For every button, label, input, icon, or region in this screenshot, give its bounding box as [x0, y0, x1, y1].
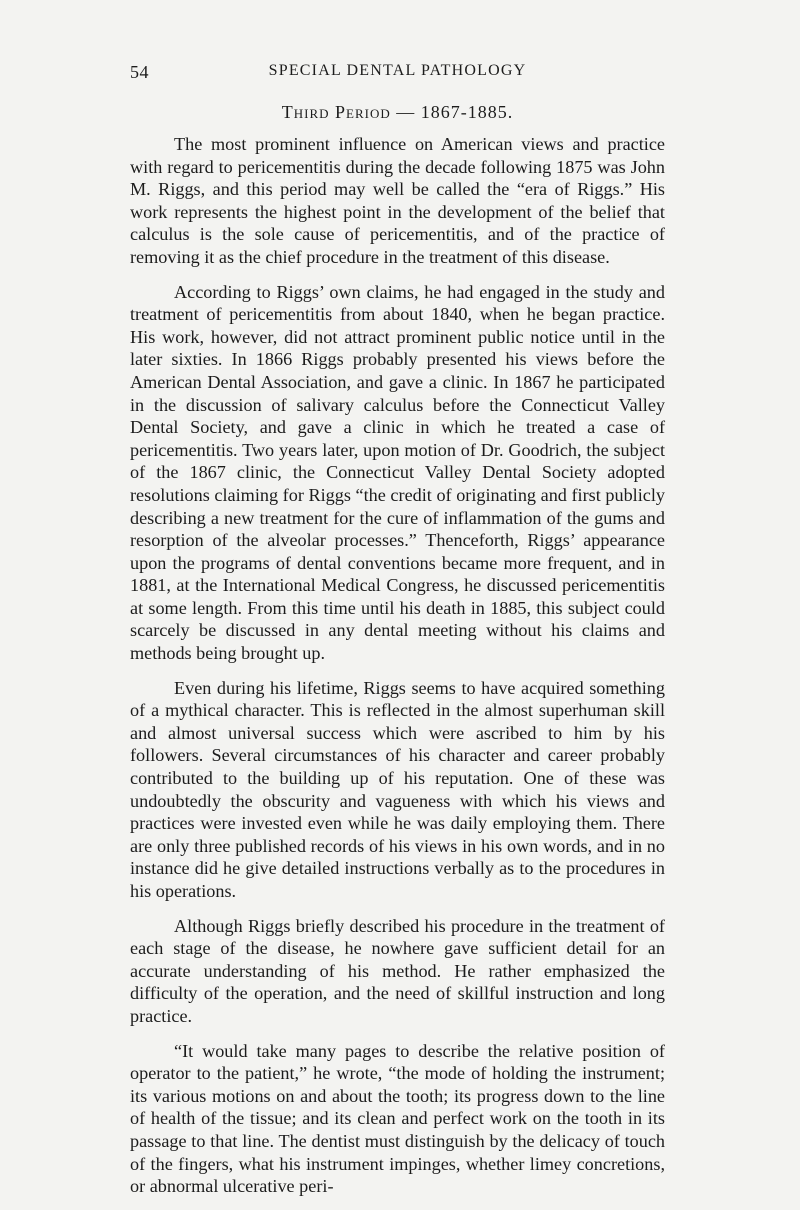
paragraph: “It would take many pages to describe the relative position of operator to the patient,” he wrote, “the mode of holding the instrument; its various motions on and about the tooth; its progress down to the line of health of the tissue; and its clean and perfect work on the tooth in its passage to that line. The dentist must distinguish by the delicacy of touch of the fingers, what his instrument impinges, whether limey concretions, or abnormal ulcerative peri-	[130, 1040, 665, 1197]
page-header	[130, 62, 665, 86]
running-head: SPECIAL DENTAL PATHOLOGY	[268, 62, 527, 79]
paragraph: According to Riggs’ own claims, he had engaged in the study and treatment of pericementitis from about 1840, when he began practice. His work, however, did not attract prominent public notice until in the later sixties. In 1866 Riggs probably presented his views before the American Dental Association, and gave a clinic. In 1867 he participated in the discussion of salivary calculus before the Connecticut Valley Dental Society, and gave a clinic in which he treated a case of pericementitis. Two years later, upon motion of Dr. Goodrich, the subject of the 1867 clinic, the Connecticut Valley Dental Society adopted resolutions claiming for Riggs “the credit of originating and first publicly describing a new treatment for the cure of inflammation of the gums and resorption of the alveolar processes.” Thenceforth, Riggs’ appearance upon the programs of dental conventions became more frequent, and in 1881, at the International Medical Congress, he discussed pericementitis at some length. From this time until his death in 1885, this subject could scarcely be discussed in any dental meeting without his claims and methods being brought up.	[130, 281, 665, 664]
section-title	[130, 102, 665, 123]
paragraph: Even during his lifetime, Riggs seems to have acquired something of a mythical character. This is reflected in the almost superhuman skill and almost universal success which were ascribed to him by his followers. Several circumstances of his character and career probably contributed to the building up of his reputation. One of these was undoubtedly the obscurity and vagueness with which his views and practices were invested even while he was daily employing them. There are only three published records of his views in his own words, and in no instance did he give detailed instructions verbally as to the procedures in his operations.	[130, 677, 665, 901]
section-title-text: Third Period — 1867-1885.	[281, 102, 514, 122]
paragraph: Although Riggs briefly described his procedure in the treatment of each stage of the disease, he nowhere gave sufficient detail for an accurate understanding of his method. He rather emphasized the difficulty of the operation, and the need of skillful instruction and long practice.	[130, 915, 665, 1026]
page-number: 54	[130, 62, 149, 82]
paragraph: The most prominent influence on American views and practice with regard to pericementitis during the decade following 1875 was John M. Riggs, and this period may well be called the “era of Riggs.” His work represents the highest point in the development of the belief that calculus is the sole cause of pericementitis, and of the practice of removing it as the chief procedure in the treatment of this disease.	[130, 134, 665, 267]
body-text	[130, 133, 665, 1210]
